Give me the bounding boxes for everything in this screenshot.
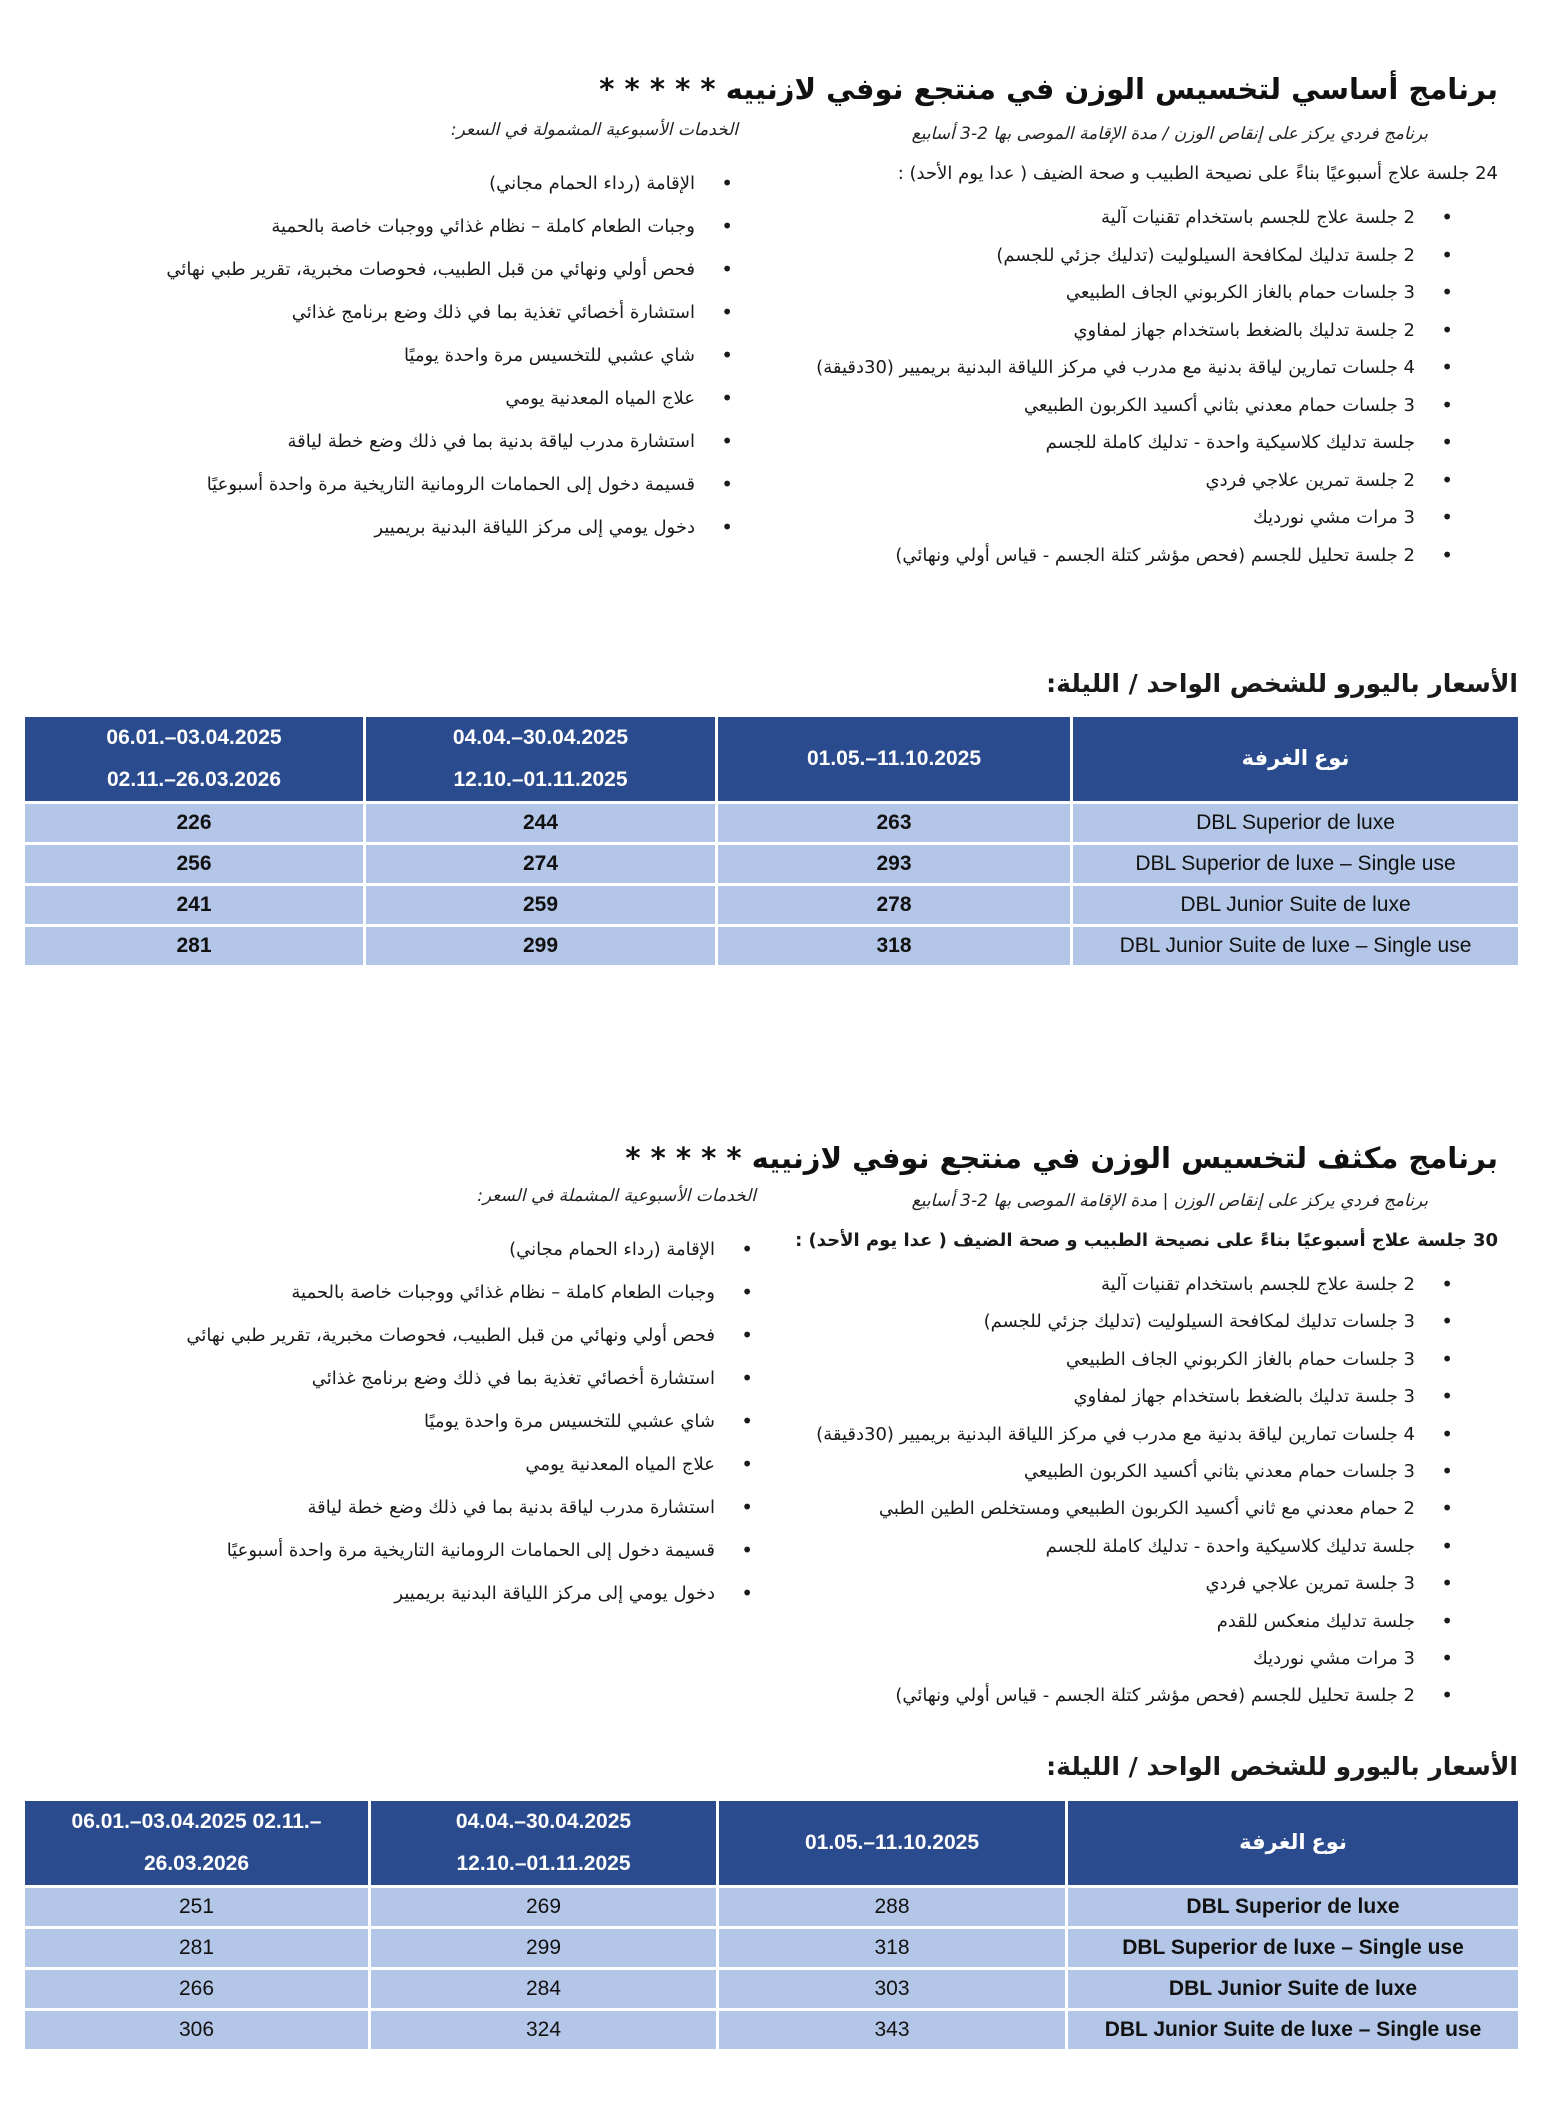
table-row [24,926,1520,967]
program2-price-table [22,1798,1521,2052]
list-item: • 3 جلسة تمرين علاجي فردي [816,1565,1453,1602]
list-item: • علاج المياه المعدنية يومي [186,1443,753,1486]
header-line: 06.01.–03.04.2025 02.11.– [71,1810,322,1833]
column-header-room-type [1072,716,1520,803]
room-type-cell: DBL Junior Suite de luxe [1072,885,1520,926]
program1-title: برنامج أساسي لتخسيس الوزن في منتجع نوفي لازنييه * * * * * [599,72,1498,106]
table-row [24,1887,1520,1928]
table-row [24,1928,1520,1969]
list-item: • 3 جلسة تدليك بالضغط باستخدام جهاز لمفاوي [816,1378,1453,1415]
program1-included-list [166,162,733,549]
column-header-period [717,716,1072,803]
header-line: 12.10.–01.11.2025 [453,768,628,791]
program2-prices-title: الأسعار باليورو للشخص الواحد / الليلة: [1046,1752,1518,1781]
list-item: • دخول يومي إلى مركز اللياقة البدنية بريميير [186,1572,753,1615]
price-cell: 288 [718,1887,1067,1928]
price-cell: 293 [717,844,1072,885]
program2-treatments-list [816,1266,1453,1715]
program1-treatments-list [816,199,1453,574]
list-item: • 3 مرات مشي نورديك [816,499,1453,537]
list-item: • 3 جلسات حمام معدني بثاني أكسيد الكربون الطبيعي [816,1453,1453,1490]
program2-intro: 30 جلسة علاج أسبوعيًا بناءً على نصيحة الطبيب و صحة الضيف ( عدا يوم الأحد) : [795,1230,1498,1251]
list-item: • 3 مرات مشي نورديك [816,1640,1453,1677]
list-item: • 2 جلسة علاج للجسم باستخدام تقنيات آلية [816,199,1453,237]
list-item: • قسيمة دخول إلى الحمامات الرومانية التاريخية مرة واحدة أسبوعيًا [166,463,733,506]
table-row [24,803,1520,844]
list-item: • 2 جلسة تحليل للجسم (فحص مؤشر كتلة الجسم - قياس أولي ونهائي) [816,1677,1453,1714]
list-item: • 3 جلسات حمام بالغاز الكربوني الجاف الطبيعي [816,1341,1453,1378]
list-item: • دخول يومي إلى مركز اللياقة البدنية بريميير [166,506,733,549]
table-row [24,885,1520,926]
list-item: • جلسة تدليك كلاسيكية واحدة - تدليك كاملة للجسم [816,424,1453,462]
table-row [24,2010,1520,2051]
list-item: • علاج المياه المعدنية يومي [166,377,733,420]
column-header-period [24,1800,370,1887]
program1-prices-title: الأسعار باليورو للشخص الواحد / الليلة: [1046,669,1518,698]
program1-price-table [22,714,1521,968]
header-line: نوع الغرفة [1239,1831,1347,1854]
price-cell: 269 [370,1887,718,1928]
list-item: • الإقامة (رداء الحمام مجاني) [166,162,733,205]
list-item: • 2 حمام معدني مع ثاني أكسيد الكربون الطبيعي ومستخلص الطين الطبي [816,1490,1453,1527]
list-item: • 3 جلسات تدليك لمكافحة السيلوليت (تدليك جزئي للجسم) [816,1303,1453,1340]
price-cell: 318 [718,1928,1067,1969]
table-row [24,1969,1520,2010]
price-cell: 281 [24,1928,370,1969]
list-item: • فحص أولي ونهائي من قبل الطبيب، فحوصات مخبرية، تقرير طبي نهائي [186,1314,753,1357]
price-cell: 251 [24,1887,370,1928]
header-line: 02.11.–26.03.2026 [106,768,281,791]
header-line: 01.05.–11.10.2025 [804,1831,979,1854]
list-item: • استشارة أخصائي تغذية بما في ذلك وضع برنامج غذائي [186,1357,753,1400]
room-type-cell: DBL Superior de luxe – Single use [1072,844,1520,885]
list-item: • 3 جلسات حمام معدني بثاني أكسيد الكربون الطبيعي [816,387,1453,425]
list-item: • استشارة مدرب لياقة بدنية بما في ذلك وضع خطة لياقة [186,1486,753,1529]
program2-title: برنامج مكثف لتخسيس الوزن في منتجع نوفي لازنييه * * * * * [625,1141,1498,1175]
program2-included-title: الخدمات الأسبوعية المشملة في السعر: [477,1186,756,1206]
list-item: • وجبات الطعام كاملة – نظام غذائي ووجبات خاصة بالحمية [186,1271,753,1314]
list-item: • 2 جلسة تدليك لمكافحة السيلوليت (تدليك جزئي للجسم) [816,237,1453,275]
list-item: • شاي عشبي للتخسيس مرة واحدة يوميًا [166,334,733,377]
price-cell: 263 [717,803,1072,844]
room-type-cell: DBL Superior de luxe – Single use [1067,1928,1520,1969]
header-line: نوع الغرفة [1241,747,1350,770]
list-item: • فحص أولي ونهائي من قبل الطبيب، فحوصات مخبرية، تقرير طبي نهائي [166,248,733,291]
column-header-period [24,716,365,803]
price-cell: 299 [365,926,717,967]
list-item: • 2 جلسة علاج للجسم باستخدام تقنيات آلية [816,1266,1453,1303]
column-header-period [365,716,717,803]
list-item: • وجبات الطعام كاملة – نظام غذائي ووجبات خاصة بالحمية [166,205,733,248]
table-row [24,844,1520,885]
column-header-room-type [1067,1800,1520,1887]
price-cell: 324 [370,2010,718,2051]
price-cell: 274 [365,844,717,885]
program1-included-title: الخدمات الأسبوعية المشمولة في السعر: [450,120,738,140]
price-cell: 284 [370,1969,718,2010]
program2-included-list [186,1228,753,1615]
header-line: 12.10.–01.11.2025 [456,1852,631,1875]
header-line: 06.01.–03.04.2025 [106,726,282,749]
program2-subtitle: برنامج فردي يركز على إنقاص الوزن | مدة الإقامة الموصى بها 2-3 أسابيع [911,1191,1428,1211]
list-item: • 4 جلسات تمارين لياقة بدنية مع مدرب في مركز اللياقة البدنية بريميير (30دقيقة) [816,1416,1453,1453]
program1-intro: 24 جلسة علاج أسبوعيًا بناءً على نصيحة الطبيب و صحة الضيف ( عدا يوم الأحد) : [897,163,1498,184]
price-cell: 303 [718,1969,1067,2010]
list-item: • 2 جلسة تمرين علاجي فردي [816,462,1453,500]
room-type-cell: DBL Superior de luxe [1067,1887,1520,1928]
price-cell: 259 [365,885,717,926]
room-type-cell: DBL Junior Suite de luxe – Single use [1067,2010,1520,2051]
price-cell: 281 [24,926,365,967]
price-cell: 226 [24,803,365,844]
list-item: • استشارة مدرب لياقة بدنية بما في ذلك وضع خطة لياقة [166,420,733,463]
list-item: • شاي عشبي للتخسيس مرة واحدة يوميًا [186,1400,753,1443]
price-cell: 244 [365,803,717,844]
header-line: 04.04.–30.04.2025 [455,1810,632,1833]
price-cell: 278 [717,885,1072,926]
list-item: • جلسة تدليك منعكس للقدم [816,1603,1453,1640]
header-line: 26.03.2026 [143,1852,250,1875]
header-line: 01.05.–11.10.2025 [806,747,981,770]
list-item: • الإقامة (رداء الحمام مجاني) [186,1228,753,1271]
list-item: • 3 جلسات حمام بالغاز الكربوني الجاف الطبيعي [816,274,1453,312]
list-item: • 2 جلسة تدليك بالضغط باستخدام جهاز لمفاوي [816,312,1453,350]
column-header-period [718,1800,1067,1887]
price-cell: 299 [370,1928,718,1969]
list-item: • 2 جلسة تحليل للجسم (فحص مؤشر كتلة الجسم - قياس أولي ونهائي) [816,537,1453,575]
price-cell: 256 [24,844,365,885]
price-cell: 318 [717,926,1072,967]
price-cell: 306 [24,2010,370,2051]
room-type-cell: DBL Junior Suite de luxe [1067,1969,1520,2010]
list-item: • 4 جلسات تمارين لياقة بدنية مع مدرب في مركز اللياقة البدنية بريميير (30دقيقة) [816,349,1453,387]
price-cell: 241 [24,885,365,926]
column-header-period [370,1800,718,1887]
header-line: 04.04.–30.04.2025 [452,726,629,749]
list-item: • قسيمة دخول إلى الحمامات الرومانية التاريخية مرة واحدة أسبوعيًا [186,1529,753,1572]
program1-subtitle: برنامج فردي يركز على إنقاص الوزن / مدة الإقامة الموصى بها 2-3 أسابيع [911,124,1428,144]
price-cell: 343 [718,2010,1067,2051]
list-item: • استشارة أخصائي تغذية بما في ذلك وضع برنامج غذائي [166,291,733,334]
list-item: • جلسة تدليك كلاسيكية واحدة - تدليك كاملة للجسم [816,1528,1453,1565]
price-cell: 266 [24,1969,370,2010]
room-type-cell: DBL Junior Suite de luxe – Single use [1072,926,1520,967]
room-type-cell: DBL Superior de luxe [1072,803,1520,844]
